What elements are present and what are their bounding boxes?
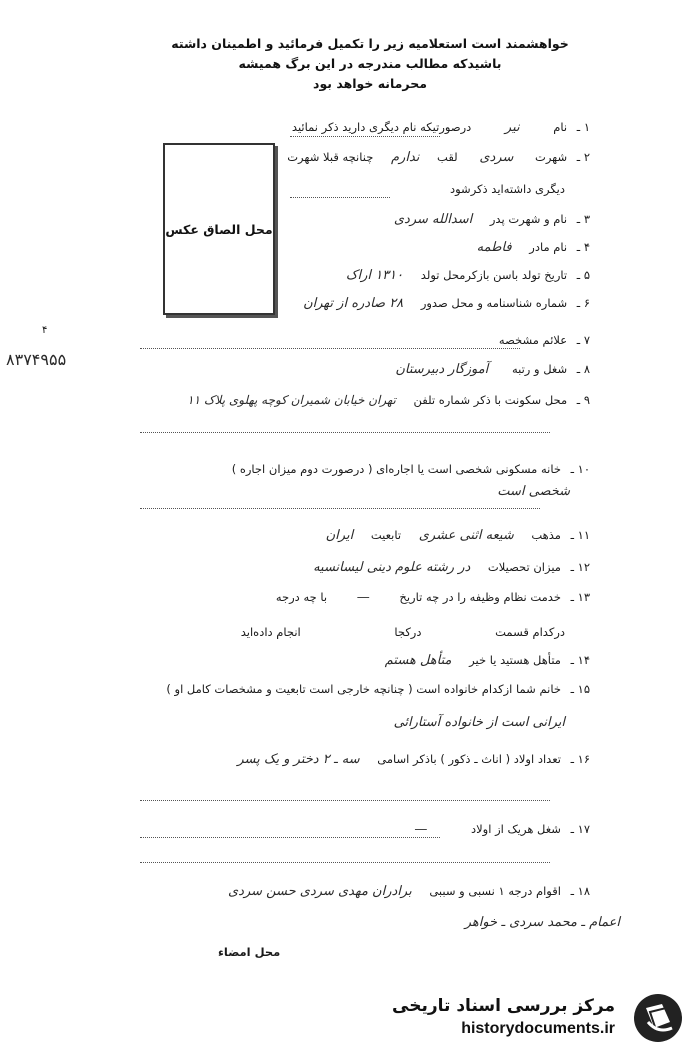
field-value: سه ـ ۲ دختر و یک پسر xyxy=(237,752,360,767)
field-number: ۱۲ ـ xyxy=(570,560,590,574)
field-number: ۱ ـ xyxy=(576,120,590,134)
field-value: سردی xyxy=(479,150,514,165)
dotted-line xyxy=(290,136,440,137)
field-18-relatives xyxy=(228,884,590,899)
field-label: شماره شناسنامه و محل صدور xyxy=(420,296,568,310)
field-value: اسدالله سردی xyxy=(393,212,473,227)
form-header xyxy=(150,34,590,94)
field-value: — xyxy=(356,590,370,605)
field-13-unit xyxy=(241,625,565,639)
field-label-3: انجام داده‌اید xyxy=(240,625,301,639)
field-number: ۶ ـ xyxy=(576,296,590,310)
dotted-line xyxy=(140,800,550,801)
field-value: متأهل هستم xyxy=(384,653,452,668)
field-1-name xyxy=(292,120,590,135)
field-number: ۱۸ ـ xyxy=(570,884,590,898)
dotted-line xyxy=(140,837,440,838)
field-label: خانم شما ازکدام خانواده است ( چنانچه خارجی است تابعیت و مشخصات کامل او ) xyxy=(166,682,561,696)
field-value-2: ایران xyxy=(325,528,354,543)
field-value: آموزگار دبیرستان xyxy=(395,362,489,377)
field-label: تعداد اولاد ( اناث ـ ذکور ) باذکر اسامی xyxy=(377,752,561,766)
watermark-org: مرکز بررسی اسناد تاریخی xyxy=(392,996,615,1016)
dotted-line xyxy=(140,862,550,863)
field-value: ۲۸ صادره از تهران xyxy=(303,296,404,311)
field-label: درکدام قسمت xyxy=(495,625,565,639)
field-label: میزان تحصیلات xyxy=(487,560,561,574)
dotted-line xyxy=(140,508,540,509)
field-9-address xyxy=(187,393,590,407)
field-label: مذهب xyxy=(531,528,561,542)
field-number: ۱۰ ـ xyxy=(570,462,590,476)
field-10-value: شخصی است xyxy=(497,484,570,499)
field-value: در رشته علوم دینی لیسانسیه xyxy=(313,560,471,575)
header-line-3: محرمانه خواهد بود xyxy=(313,76,427,91)
field-value: برادران مهدی سردی حسن سردی xyxy=(227,884,412,899)
field-label: علائم مشخصه xyxy=(498,333,568,347)
field-8-job xyxy=(395,362,590,377)
field-label: شهرت xyxy=(535,150,568,164)
watermark-site: historydocuments.ir xyxy=(461,1020,615,1037)
archive-logo-icon xyxy=(632,992,684,1044)
field-value-2: ندارم xyxy=(391,150,420,165)
signature-place-label: محل امضاء xyxy=(218,945,281,959)
field-label: تاریخ تولد باسن بازکرمحل تولد xyxy=(420,268,568,282)
field-number: ۵ ـ xyxy=(576,268,590,282)
field-18-value-line-2: اعمام ـ محمد سردی ـ خواهر xyxy=(464,915,620,930)
field-16-children xyxy=(237,752,590,767)
field-label: خدمت نظام وظیفه را در چه تاریخ xyxy=(399,590,561,604)
field-label-2: با چه درجه xyxy=(275,590,328,604)
field-number: ۳ ـ xyxy=(576,212,590,226)
field-17-children-jobs xyxy=(414,822,590,837)
field-value: فاطمه xyxy=(476,240,512,255)
field-label: شغل هریک از اولاد xyxy=(471,822,561,836)
field-2-surname xyxy=(287,150,590,165)
field-value: تهران خیابان شمیران کوچه پهلوی پلاک ۱۱ xyxy=(187,393,396,407)
field-3-father xyxy=(394,212,590,227)
field-label: دیگری داشته‌اید ذکرشود xyxy=(450,182,565,196)
field-number: ۱۱ ـ xyxy=(570,528,590,542)
header-line-2: باشیدکه مطالب مندرجه در این برگ همیشه xyxy=(238,56,502,71)
field-2-previous-surname xyxy=(450,182,565,196)
field-14-marital xyxy=(385,653,590,668)
field-label-2: درکجا xyxy=(394,625,422,639)
field-label: شغل و رتبه xyxy=(511,362,568,376)
photo-box-label: محل الصاق عکس xyxy=(165,221,273,237)
photo-placeholder-box xyxy=(163,143,275,315)
field-number: ۴ ـ xyxy=(576,240,590,254)
field-11-religion xyxy=(326,528,590,543)
field-number: ۲ ـ xyxy=(576,150,590,164)
field-value: نیر xyxy=(504,120,520,135)
field-15-value: ایرانی است از خانواده آستارائی xyxy=(393,715,565,730)
field-6-id xyxy=(303,296,590,311)
field-label: خانه مسکونی شخصی است یا اجاره‌ای ( درصورت دوم میزان اجاره ) xyxy=(231,462,561,476)
dotted-line xyxy=(140,432,550,433)
field-value: — xyxy=(414,822,428,837)
field-15-spouse xyxy=(166,682,590,696)
field-label-2: تابعیت xyxy=(370,528,402,542)
field-label-2: لقب xyxy=(437,150,458,164)
field-number: ۸ ـ xyxy=(576,362,590,376)
field-label: محل سکونت با ذکر شماره تلفن xyxy=(413,393,568,407)
field-number: ۱۵ ـ xyxy=(570,682,590,696)
field-number: ۹ ـ xyxy=(576,393,590,407)
dotted-line xyxy=(140,348,520,349)
field-tail: چنانچه قبلا شهرت xyxy=(287,150,374,164)
field-number: ۱۴ ـ xyxy=(570,653,590,667)
margin-number: ۸۳۷۴۹۵۵ xyxy=(6,350,67,369)
field-12-education xyxy=(313,560,590,575)
margin-mark: ۴ xyxy=(42,325,48,336)
dotted-line xyxy=(290,197,390,198)
field-value: ۱۳۱۰ اراک xyxy=(345,268,404,283)
field-13-military xyxy=(276,590,590,605)
field-value: شیعه اثنی عشری xyxy=(418,528,514,543)
field-number: ۷ ـ xyxy=(576,333,590,347)
field-label: نام xyxy=(553,120,568,134)
field-tail: درصورتیکه نام دیگری دارید ذکر نمائید xyxy=(291,120,472,134)
field-number: ۱۷ ـ xyxy=(570,822,590,836)
field-5-birth xyxy=(346,268,590,283)
field-label: نام و شهرت پدر xyxy=(489,212,568,226)
field-number: ۱۳ ـ xyxy=(570,590,590,604)
field-label: نام مادر xyxy=(529,240,568,254)
field-label: اقوام درجه ۱ نسبی و سببی xyxy=(429,884,561,898)
field-label: متأهل هستید یا خیر xyxy=(469,653,561,667)
field-number: ۱۶ ـ xyxy=(570,752,590,766)
field-7-marks xyxy=(499,333,590,347)
field-10-house xyxy=(232,462,590,476)
field-4-mother xyxy=(477,240,590,255)
header-line-1: خواهشمند است استعلامیه زیر را تکمیل فرمائید و اطمینان داشته xyxy=(171,36,569,51)
